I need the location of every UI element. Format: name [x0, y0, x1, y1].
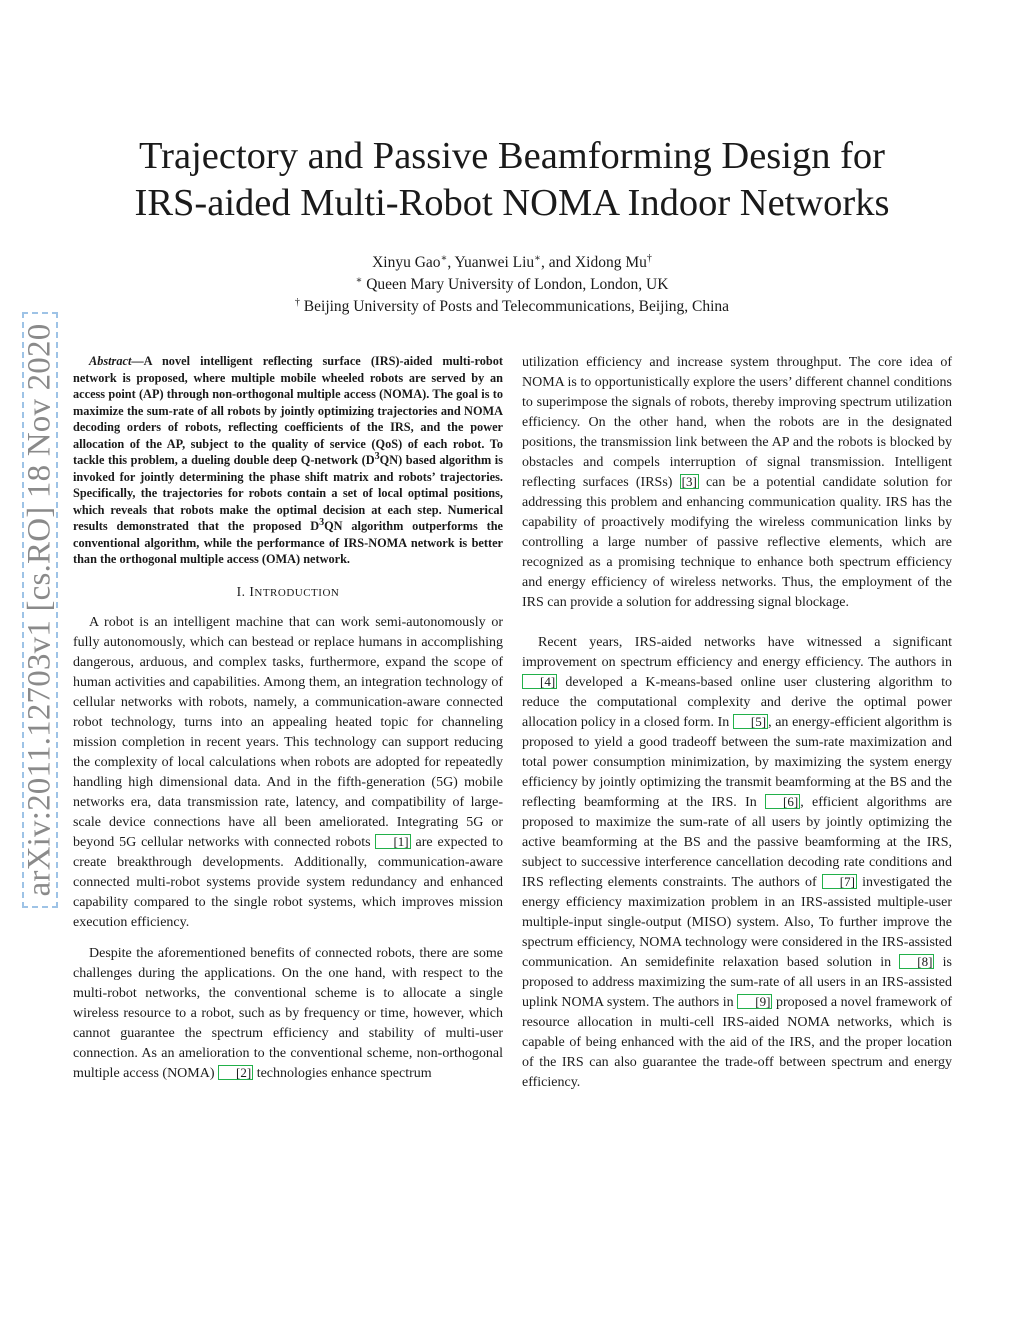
- title-line-2: IRS-aided Multi-Robot NOMA Indoor Networks: [134, 182, 890, 224]
- citation-link[interactable]: [7]: [822, 874, 857, 889]
- author-names: Xinyu Gao∗, Yuanwei Liu∗, and Xidong Mu†: [372, 252, 652, 271]
- intro-paragraph-3: utilization efficiency and increase system throughput. The core idea of NOMA is to opportunistically explore the users’ different channel conditions to superimpose the signals of robots, thereby improving spectrum utilization efficiency. On the other hand, when the robots are in the designated positions, the transmission link between the AP and the robots is blocked by obstacles and compels interruption of signal transmission. Intelligent reflecting surfaces (IRSs) [3] can be a potential candidate solution for addressing this problem and enhancing communication quality. IRS has the capability of proactively modifying the wireless communication links by controlling a large number of passive reflective elements, which are recognized as a promising technique to enhance both spectrum efficiency and energy efficiency of wireless networks. Thus, the employment of the IRS can provide a solution for addressing signal blockage.: [522, 355, 952, 610]
- intro-paragraph-1: A robot is an intelligent machine that can work semi-autonomously or fully autonomously, which can bestead or replace humans in accomplishing dangerous, arduous, and complex tasks, furthermore, expand the scope of human activities and capabilities. Among them, an integration technology of cellular networks with robots, namely, a communication-aware connected robot technology, turns into an appealing heated topic for channeling mission completion in recent years. This technology can support reducing the complexity of local calculations when robots are adopted for repeatedly handling high dimensional data. And in the fifth-generation (5G) mobile networks era, data transmission rate, latency, and compatibility of large-scale device connections have all been ameliorated. Integrating 5G or beyond 5G cellular networks with connected robots [1] are expected to create breakthrough developments. Additionally, communication-aware connected multi-robot systems provide system redundancy and enhanced capability compared to the single robot systems, which improves mission execution efficiency.: [73, 614, 503, 930]
- citation-link[interactable]: [6]: [765, 794, 800, 809]
- section-heading-introduction: I. INTRODUCTION: [236, 583, 340, 599]
- citation-link[interactable]: [4]: [522, 674, 557, 689]
- title-line-1: Trajectory and Passive Beamforming Design for: [139, 135, 885, 177]
- author-block: [0, 252, 1024, 318]
- citation-link[interactable]: [9]: [737, 994, 772, 1009]
- citation-link[interactable]: [8]: [899, 954, 934, 969]
- intro-paragraph-2: Despite the aforementioned benefits of connected robots, there are some challenges during the applications. On the one hand, with respect to the multi-robot networks, the conventional scheme is to allocate a single wireless resource to a robot, such as by frequency or time, however, which cannot guarantee the spectrum efficiency and stability of multi-user connection. As an amelioration to the conventional scheme, non-orthogonal multiple access (NOMA) [2] technologies enhance spectrum: [73, 945, 503, 1081]
- abstract: Abstract—A novel intelligent reflecting surface (IRS)-aided multi-robot network is proposed, where multiple mobile wheeled robots are served by an access point (AP) through non-orthogonal multiple access (NOMA). The goal is to maximize the sum-rate of all robots by jointly optimizing trajectories and NOMA decoding orders of robots, reflecting coefficients of the IRS, and the power allocation of the AP, subject to the quality of service (QoS) of each robot. To tackle this problem, a dueling double deep Q-network $(D^3QN)$ based algorithm is invoked for jointly determining the phase shift matrix and robots’ trajectories. Specifically, the trajectories for robots contain a set of local optimal positions, which reveals that robots make the optimal decision at each step. Numerical results demonstrated that the proposed $D^3QN$ algorithm outperforms the conventional algorithm, while the performance of IRS-NOMA network is better than the orthogonal multiple access (OMA) network.: [73, 354, 504, 566]
- intro-paragraph-4: Recent years, IRS-aided networks have witnessed a significant improvement on spectrum efficiency and energy efficiency. The authors in [4] developed a K-means-based online user clustering algorithm to reduce the computational complexity and derive the optimal power allocation policy in a closed form. In [5] , an energy-efficient algorithm is proposed to yield a good tradeoff between the sum-rate maximization and total power consumption minimization, by maximizing the system energy efficiency by jointly optimizing the transmit beamforming at the BS and the reflecting beamforming at the IRS. In [6] , efficient algorithms are proposed to maximize the sum-rate of all users by jointly optimizing the active beamforming at the BS and the passive beamforming at the IRS, subject to successive interference cancellation decoding rate conditions and IRS reflecting elements constraints. The authors of [7] investigated the energy efficiency maximization problem in an IRS-assisted multiple-user multiple-input single-output (MISO) system. Also, To further improve the spectrum efficiency, NOMA technology were considered in the IRS-assisted communication. An semidefinite relaxation based solution in [8] is proposed to address maximizing the sum-rate of all users in an IRS-assisted uplink NOMA system. The authors in [9] proposed a novel framework of resource allocation in multi-cell IRS-aided NOMA networks, which is capable of being enhanced with the aid of the IRS, and the proper location of the IRS can also guarantee the trade-off between spectrum and energy efficiency.: [522, 635, 953, 1090]
- arxiv-identifier[interactable]: arXiv:2011.12703v1 [cs.RO] 18 Nov 2020: [21, 323, 58, 897]
- affiliation-2: † Beijing University of Posts and Telecommunications, Beijing, China: [294, 296, 730, 315]
- right-column: [522, 353, 952, 1093]
- paper-title: [0, 133, 1024, 227]
- abstract-label: Abstract: [89, 354, 132, 368]
- citation-link[interactable]: [3]: [681, 474, 697, 489]
- left-column: [73, 353, 503, 1084]
- arxiv-side-stamp: [22, 312, 58, 908]
- citation-link[interactable]: [2]: [218, 1065, 253, 1080]
- citation-link[interactable]: [5]: [733, 714, 768, 729]
- citation-link[interactable]: [1]: [375, 834, 410, 849]
- affiliation-1: ∗ Queen Mary University of London, London, UK: [355, 274, 669, 293]
